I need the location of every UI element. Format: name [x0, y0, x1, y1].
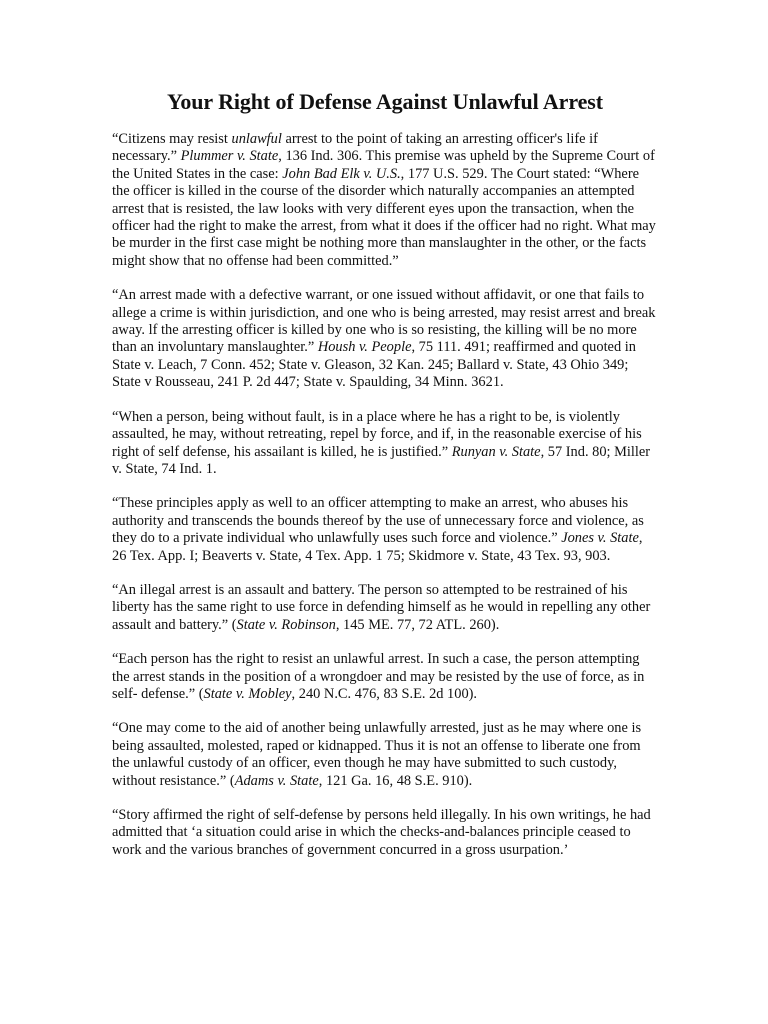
- paragraph-text: , 75 111. 491; reaffirmed and quoted in State v. Leach, 7 Conn. 452; State v. Gleason, 32 Kan. 245; Ballard v. State, 43 Ohio 349; State v Rousseau, 241 P. 2d 447; State v. Spaulding, 34 Minn. 3621.: [112, 339, 636, 391]
- paragraph-text: , 57 Ind. 80; Miller v. State, 74 Ind. 1.: [112, 443, 651, 477]
- case-citation: Runyan v. State: [451, 443, 541, 460]
- paragraph: [112, 131, 658, 270]
- paragraph: [112, 651, 658, 703]
- paragraph-text: , 177 U.S. 529. The Court stated: “Where the officer is killed in the course of the disorder which naturally accompanies an attempted arrest that is resisted, the law looks with very different eyes upon the transaction, when the officer had the right to make the arrest, from what it does if the officer had no right. What may be murder in the first case might be nothing more than manslaughter in the other, or the facts might show that no offense had been committed.”: [112, 165, 656, 269]
- paragraph-text: “Story affirmed the right of self-defense by persons held illegally. In his own writings, he had admitted that ‘a situation could arise in which the checks-and-balances principle ceased to work and the various branches of government concurred in a gross usurpation.’: [112, 807, 651, 858]
- document-title: Your Right of Defense Against Unlawful Arrest: [167, 89, 603, 114]
- case-citation: State v. Mobley: [203, 685, 292, 702]
- case-citation: Jones v. State: [561, 530, 639, 547]
- paragraph: [112, 807, 658, 859]
- paragraph-text: “One may come to the aid of another being unlawfully arrested, just as he may where one is being assaulted, molested, raped or kidnapped. Thus it is not an offense to liberate one from the unlawful custody of an officer, even though he may have submitted to such custody, without resistance.” (: [112, 720, 642, 789]
- paragraph-text: , 121 Ga. 16, 48 S.E. 910).: [318, 772, 473, 789]
- paragraph: [112, 720, 658, 790]
- paragraph-text: , 136 Ind. 306. This premise was upheld by the Supreme Court of the United States in the case:: [112, 148, 655, 182]
- paragraph-text: arrest to the point of taking an arresting officer's life if necessary.”: [112, 131, 598, 165]
- paragraph-text: “Each person has the right to resist an unlawful arrest. In such a case, the person attempting the arrest stands in the position of a wrongdoer and may be resisted by the use of force, as in self- defense.” (: [112, 651, 645, 702]
- case-citation: Plummer v. State: [180, 148, 279, 165]
- paragraph-text: , 240 N.C. 476, 83 S.E. 2d 100).: [291, 685, 478, 702]
- paragraph-text: , 145 ME. 77, 72 ATL. 260).: [335, 616, 500, 633]
- case-citation: John Bad Elk v. U.S.: [282, 165, 401, 182]
- paragraph: [112, 582, 658, 634]
- case-citation: State v. Robinson: [236, 616, 336, 633]
- document-page: [112, 88, 658, 876]
- paragraph-text: “When a person, being without fault, is in a place where he has a right to be, is violently assaulted, he may, without retreating, repel by force, and if, in the reasonable exercise of his right of self defense, his assailant is killed, he is justified.”: [112, 408, 642, 460]
- case-citation: Housh v. People: [317, 339, 412, 356]
- paragraph: [112, 409, 658, 479]
- case-citation: unlawful: [231, 131, 282, 147]
- paragraph-text: , 26 Tex. App. I; Beaverts v. State, 4 Tex. App. 1 75; Skidmore v. State, 43 Tex. 93, 903.: [112, 530, 643, 564]
- paragraph-text: “These principles apply as well to an officer attempting to make an arrest, who abuses his authority and transcends the bounds thereof by the use of unnecessary force and violence, as they do to a private individual who unlawfully uses such force and violence.”: [112, 495, 644, 547]
- document-body: [112, 131, 658, 859]
- paragraph-text: “An illegal arrest is an assault and battery. The person so attempted to be restrained of his liberty has the same right to use force in defending himself as he would in repelling any other assault and battery.” (: [112, 581, 651, 633]
- paragraph: [112, 287, 658, 391]
- case-citation: Adams v. State: [234, 772, 319, 789]
- paragraph-text: “Citizens may resist: [112, 131, 232, 147]
- paragraph-text: “An arrest made with a defective warrant, or one issued without affidavit, or one that fails to allege a crime is within jurisdiction, and one who is being arrested, may resist arrest and break away. lf the arresting officer is killed by one who is so resisting, the killing will be no more than an involuntary manslaughter.”: [112, 287, 656, 356]
- paragraph: [112, 495, 658, 565]
